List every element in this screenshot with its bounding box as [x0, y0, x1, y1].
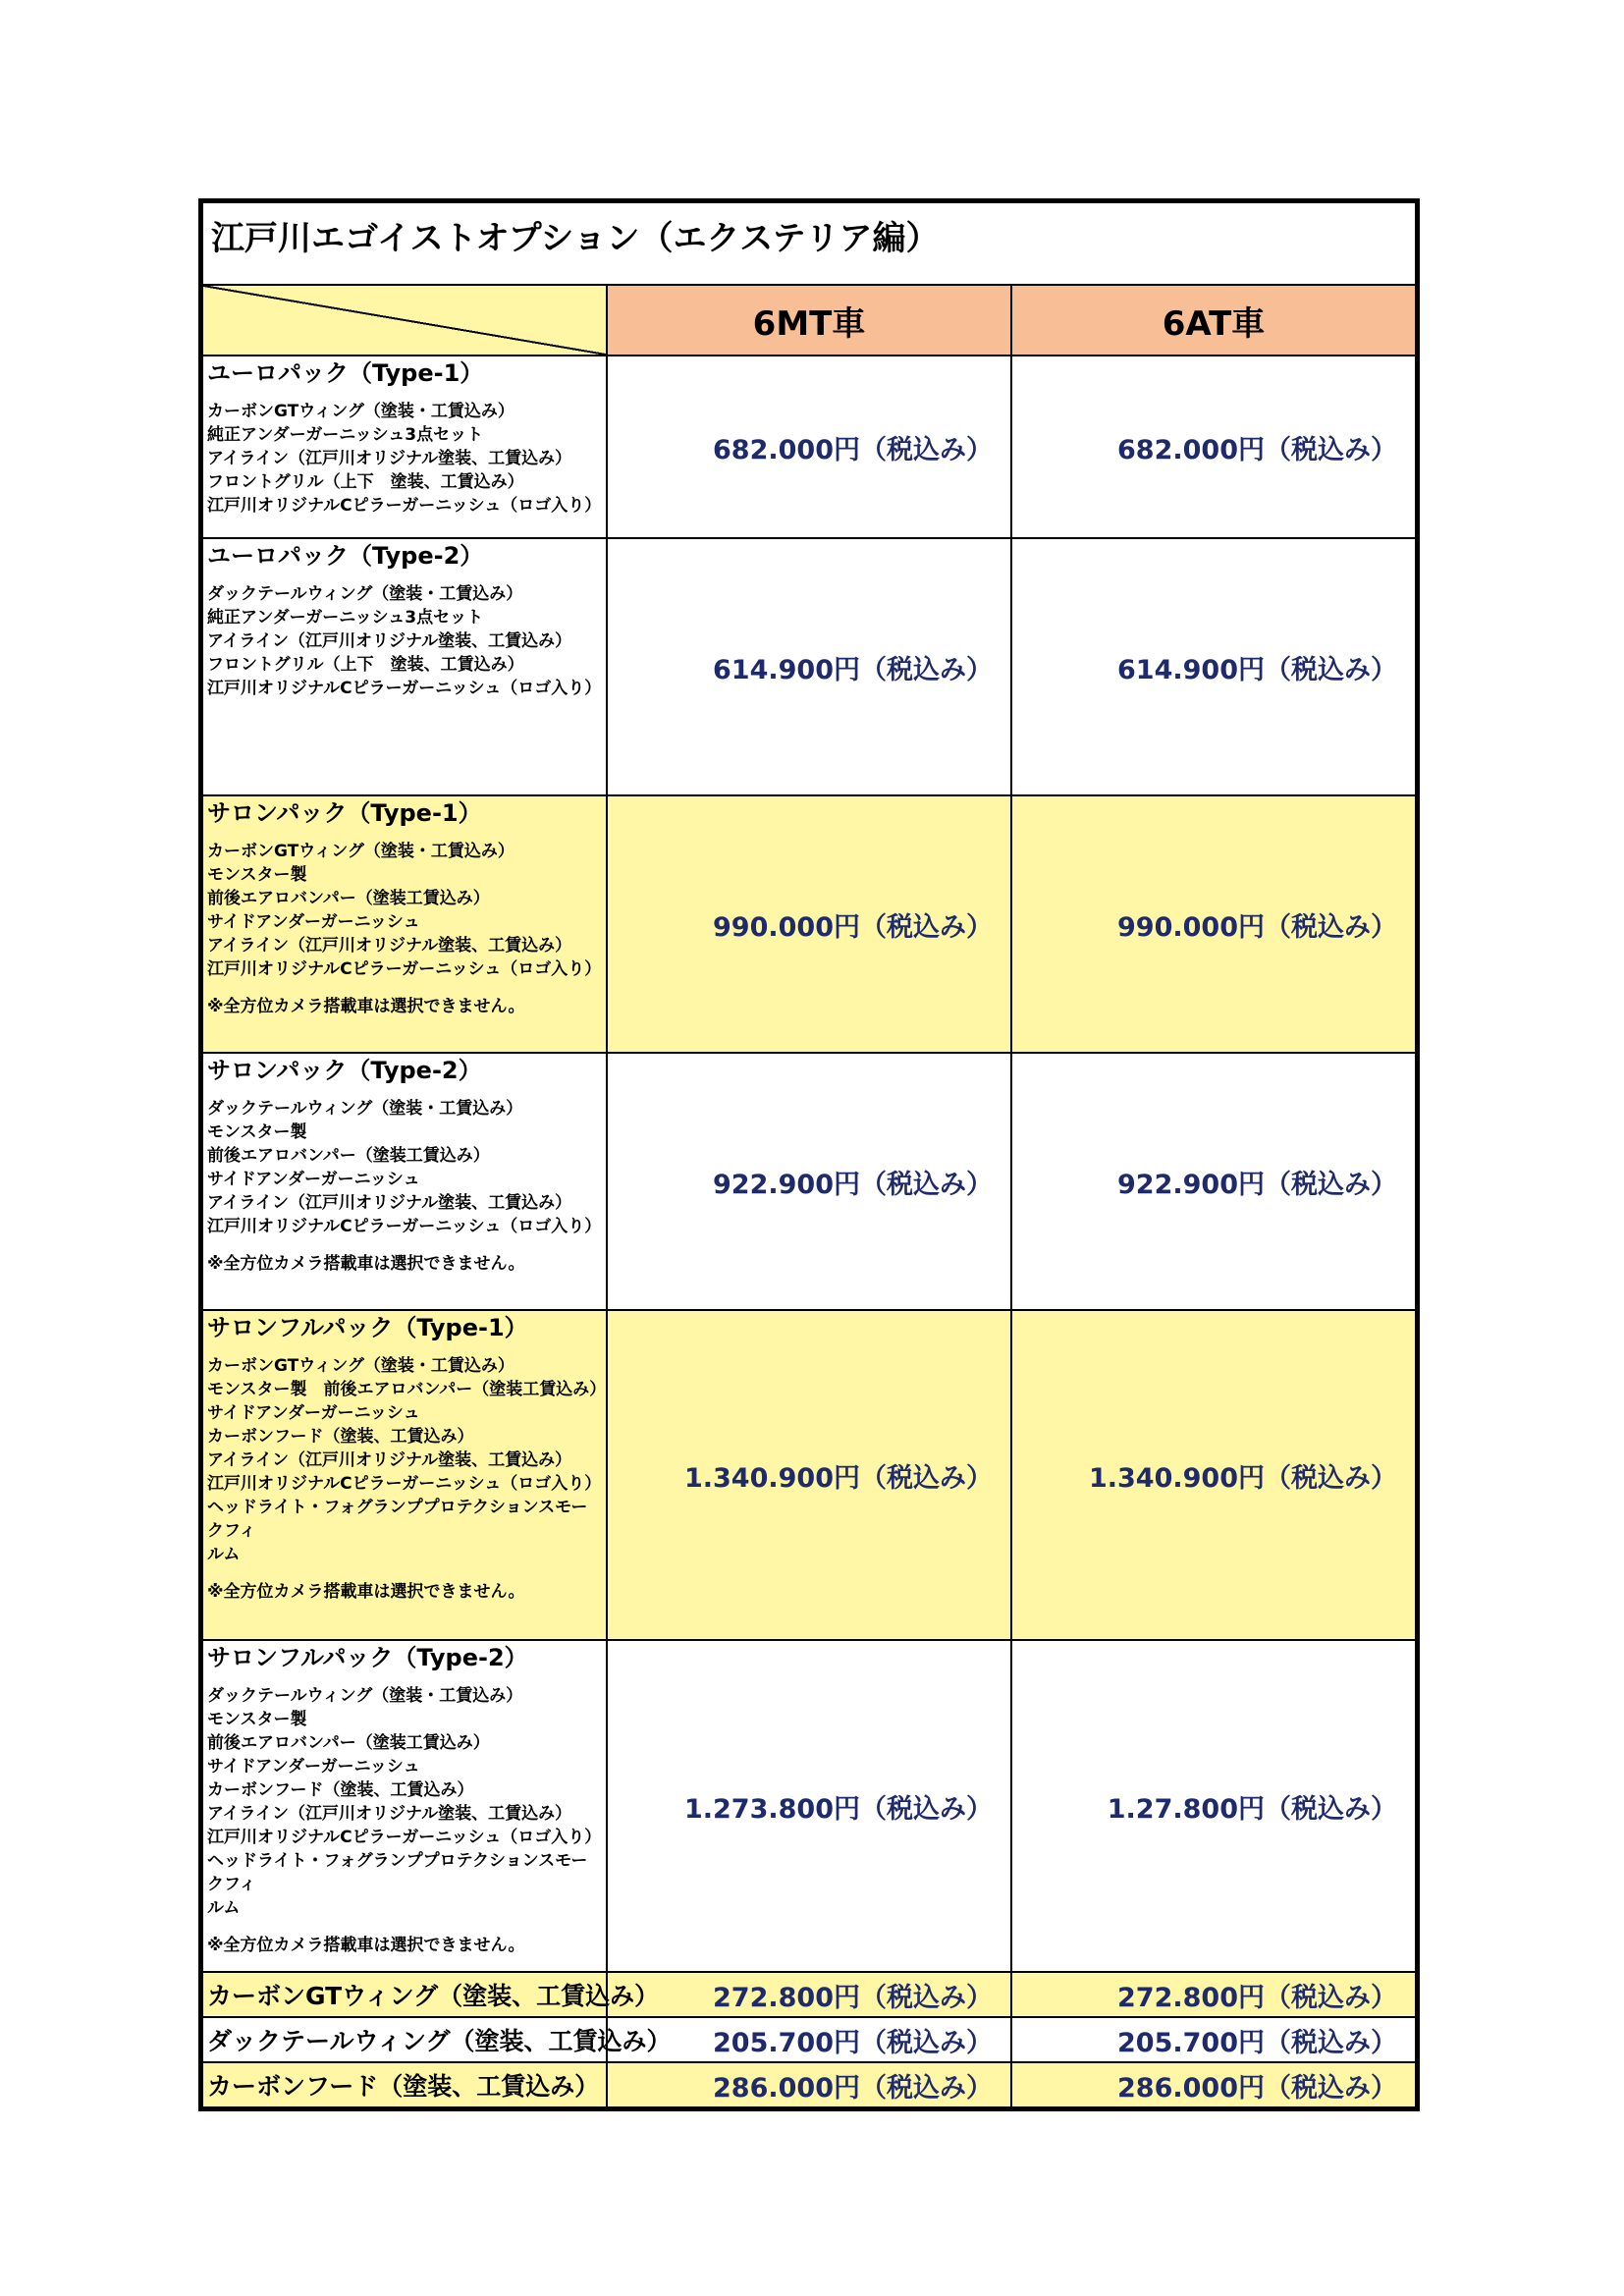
pack-item: アイライン（江戸川オリジナル塗装、工賃込み）	[207, 936, 572, 956]
pack-item: フロントグリル（上下 塗装、工賃込み）	[207, 655, 524, 675]
pack-item: ルム	[207, 1545, 241, 1564]
pack-description	[202, 1310, 607, 1640]
pack-note: ※全方位カメラ搭載車は選択できません。	[207, 1582, 525, 1602]
column-header-6at: 6AT車	[1011, 285, 1416, 355]
pack-item: アイライン（江戸川オリジナル塗装、工賃込み）	[207, 449, 572, 468]
pack-item: アイライン（江戸川オリジナル塗装、工賃込み）	[207, 1193, 572, 1213]
pack-item: 江戸川オリジナルCピラーガーニッシュ（ロゴ入り）	[207, 1474, 602, 1494]
pack-item: ヘッドライト・フォグランププロテクションスモークフィ	[207, 1498, 588, 1541]
pack-item: ダックテールウィング（塗装・工賃込み）	[207, 1099, 523, 1119]
column-header-6mt: 6MT車	[607, 285, 1011, 355]
single-option-row	[202, 1972, 1416, 2017]
pack-description	[202, 355, 607, 538]
pack-description	[202, 795, 607, 1053]
pack-name: サロンフルパック（Type-2）	[207, 1644, 528, 1671]
pack-row	[202, 1640, 1416, 1972]
corner-diagonal-cell	[202, 285, 607, 355]
price-6mt: 205.700円（税込み）	[607, 2017, 1011, 2062]
pack-item: 純正アンダーガーニッシュ3点セット	[207, 608, 484, 628]
pack-description	[202, 538, 607, 795]
pack-item: 江戸川オリジナルCピラーガーニッシュ（ロゴ入り）	[207, 496, 602, 516]
pack-item: カーボンGTウィング（塗装・工賃込み）	[207, 402, 514, 421]
pack-name: サロンパック（Type-1）	[207, 799, 482, 827]
single-option-name: ダックテールウィング（塗装、工賃込み）	[202, 2017, 607, 2062]
pack-item: アイライン（江戸川オリジナル塗装、工賃込み）	[207, 631, 572, 651]
price-6at: 922.900円（税込み）	[1011, 1053, 1416, 1310]
pack-item: モンスター製 前後エアロバンパー（塗装工賃込み）	[207, 1380, 607, 1399]
pack-item: 前後エアロバンパー（塗装工賃込み）	[207, 1733, 490, 1753]
single-option-name: カーボンGTウィング（塗装、工賃込み）	[202, 1972, 607, 2017]
pack-item: アイライン（江戸川オリジナル塗装、工賃込み）	[207, 1450, 572, 1470]
price-6at: 682.000円（税込み）	[1011, 355, 1416, 538]
pack-item: 江戸川オリジナルCピラーガーニッシュ（ロゴ入り）	[207, 1828, 602, 1847]
price-6mt: 272.800円（税込み）	[607, 1972, 1011, 2017]
pack-name: ユーロパック（Type-2）	[207, 542, 484, 570]
single-option-row	[202, 2017, 1416, 2062]
price-6mt: 1.273.800円（税込み）	[607, 1640, 1011, 1972]
pack-row	[202, 538, 1416, 795]
pack-item: 江戸川オリジナルCピラーガーニッシュ（ロゴ入り）	[207, 1217, 602, 1236]
pack-item: モンスター製	[207, 1710, 307, 1729]
pack-item: モンスター製	[207, 865, 307, 885]
price-6mt: 1.340.900円（税込み）	[607, 1310, 1011, 1640]
pack-name: サロンパック（Type-2）	[207, 1057, 482, 1084]
pack-item: サイドアンダーガーニッシュ	[207, 1170, 420, 1189]
pack-item: カーボンフード（塗装、工賃込み）	[207, 1780, 474, 1800]
title-row	[202, 202, 1416, 285]
price-6mt: 990.000円（税込み）	[607, 795, 1011, 1053]
price-6mt: 286.000円（税込み）	[607, 2062, 1011, 2107]
pack-row	[202, 355, 1416, 538]
pack-row	[202, 1310, 1416, 1640]
single-option-row	[202, 2062, 1416, 2107]
pack-item: 純正アンダーガーニッシュ3点セット	[207, 425, 484, 445]
price-6at: 1.27.800円（税込み）	[1011, 1640, 1416, 1972]
pack-item: カーボンGTウィング（塗装・工賃込み）	[207, 1356, 514, 1376]
pack-item: ルム	[207, 1898, 241, 1918]
price-6at: 990.000円（税込み）	[1011, 795, 1416, 1053]
price-6at: 272.800円（税込み）	[1011, 1972, 1416, 2017]
pack-item: サイドアンダーガーニッシュ	[207, 1403, 420, 1423]
pack-name: ユーロパック（Type-1）	[207, 359, 484, 387]
page-title: 江戸川エゴイストオプション（エクステリア編）	[202, 202, 1416, 285]
pack-item: サイドアンダーガーニッシュ	[207, 912, 420, 932]
header-row	[202, 285, 1416, 355]
price-6mt: 922.900円（税込み）	[607, 1053, 1011, 1310]
price-6at: 1.340.900円（税込み）	[1011, 1310, 1416, 1640]
price-6at: 205.700円（税込み）	[1011, 2017, 1416, 2062]
pack-item: 江戸川オリジナルCピラーガーニッシュ（ロゴ入り）	[207, 679, 602, 698]
pack-item: カーボンGTウィング（塗装・工賃込み）	[207, 842, 514, 861]
pack-item: サイドアンダーガーニッシュ	[207, 1757, 420, 1777]
price-6at: 614.900円（税込み）	[1011, 538, 1416, 795]
pack-item: フロントグリル（上下 塗装、工賃込み）	[207, 472, 524, 492]
pack-item: モンスター製	[207, 1122, 307, 1142]
pack-note: ※全方位カメラ搭載車は選択できません。	[207, 1254, 525, 1274]
pack-description	[202, 1640, 607, 1972]
pack-row	[202, 1053, 1416, 1310]
pack-row	[202, 795, 1416, 1053]
options-table	[201, 201, 1417, 2108]
pack-item: 前後エアロバンパー（塗装工賃込み）	[207, 1146, 490, 1166]
price-6at: 286.000円（税込み）	[1011, 2062, 1416, 2107]
price-sheet	[198, 198, 1420, 2111]
pack-item: ダックテールウィング（塗装・工賃込み）	[207, 584, 523, 604]
pack-item: ヘッドライト・フォグランププロテクションスモークフィ	[207, 1851, 588, 1894]
pack-name: サロンフルパック（Type-1）	[207, 1314, 528, 1341]
price-6mt: 614.900円（税込み）	[607, 538, 1011, 795]
pack-note: ※全方位カメラ搭載車は選択できません。	[207, 997, 525, 1016]
pack-item: ダックテールウィング（塗装・工賃込み）	[207, 1686, 523, 1706]
pack-item: 前後エアロバンパー（塗装工賃込み）	[207, 889, 490, 908]
pack-item: アイライン（江戸川オリジナル塗装、工賃込み）	[207, 1804, 572, 1824]
pack-item: カーボンフード（塗装、工賃込み）	[207, 1427, 474, 1447]
price-6mt: 682.000円（税込み）	[607, 355, 1011, 538]
pack-item: 江戸川オリジナルCピラーガーニッシュ（ロゴ入り）	[207, 959, 602, 979]
single-option-name: カーボンフード（塗装、工賃込み）	[202, 2062, 607, 2107]
pack-description	[202, 1053, 607, 1310]
pack-note: ※全方位カメラ搭載車は選択できません。	[207, 1936, 525, 1955]
